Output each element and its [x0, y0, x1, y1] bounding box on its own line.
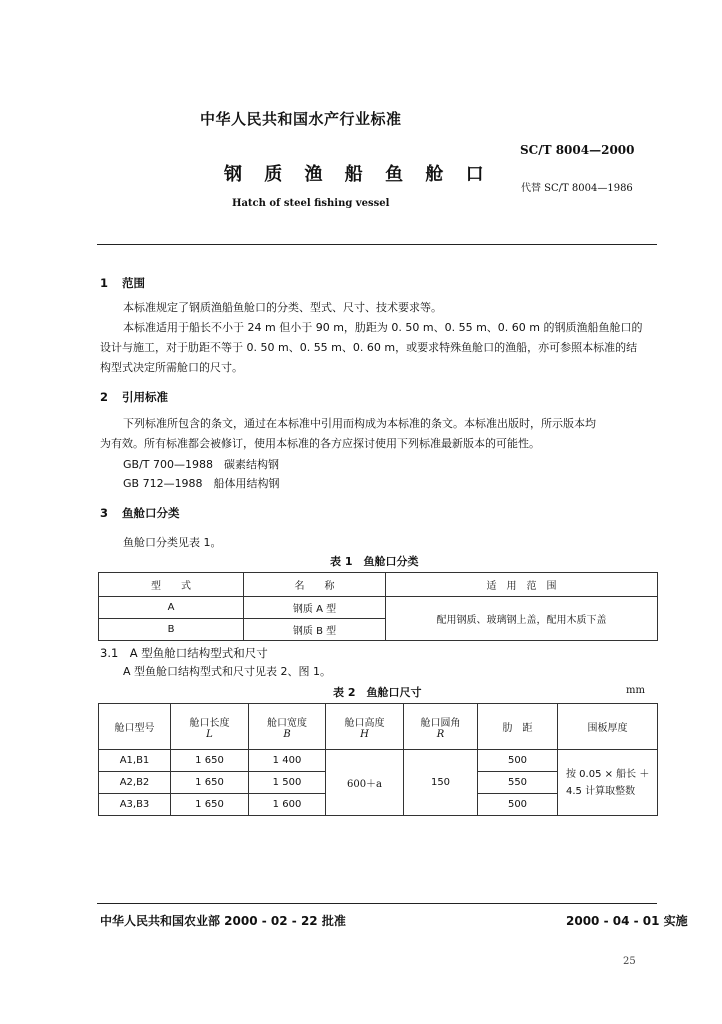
table-2-header-height — [326, 704, 404, 750]
section-3-number: 3 — [100, 506, 109, 520]
section-2-number: 2 — [100, 390, 109, 404]
table-2-header-length-label: 舱口长度 — [189, 717, 230, 729]
approval-line: 中华人民共和国农业部 2000 - 02 - 22 批准 — [100, 914, 346, 928]
section-1-para-2a: 本标准适用于船长不小于 24 m 但小于 90 m，肋距为 0. 50 m、0. 55 m、0. 60 m 的钢质渔船鱼舱口的 — [123, 321, 643, 334]
replaces-standard: 代替 SC/T 8004—1986 — [521, 183, 633, 194]
table-2-length-2: 1 650 — [171, 772, 249, 794]
header-divider — [97, 244, 657, 245]
subsection-3-1-para: A 型鱼舱口结构型式和尺寸见表 2、图 1。 — [123, 665, 332, 678]
table-2-thickness-line-1: 按 0.05 × 船长 ＋ — [566, 768, 650, 780]
table-1-header-name: 名 称 — [244, 573, 386, 597]
table-2-thickness-line-2: 4.5 计算取整数 — [566, 785, 636, 797]
section-1-para-1: 本标准规定了钢质渔船鱼舱口的分类、型式、尺寸、技术要求等。 — [123, 301, 442, 314]
table-2-header-radius — [404, 704, 478, 750]
issuer-title: 中华人民共和国水产行业标准 — [200, 110, 402, 128]
section-1-para-2b: 设计与施工，对于肋距不等于 0. 50 m、0. 55 m、0. 60 m，或要求特殊鱼舱口的渔船，亦可参照本标准的结 — [100, 341, 638, 354]
footer-divider — [97, 903, 657, 904]
table-2-header-height-symbol: H — [360, 728, 369, 740]
section-2-heading — [100, 389, 168, 405]
table-1-scope: 配用钢质、玻璃钢上盖，配用木质下盖 — [386, 597, 658, 641]
table-2-spacing-3: 500 — [478, 794, 558, 816]
section-1-para-2c: 构型式决定所需舱口的尺寸。 — [100, 361, 243, 374]
table-2-header-thickness — [558, 704, 658, 750]
subsection-3-1-title: 3.1 A 型鱼舱口结构型式和尺寸 — [100, 646, 268, 660]
reference-1: GB/T 700—1988 碳素结构钢 — [123, 458, 279, 471]
table-2-length-3: 1 650 — [171, 794, 249, 816]
table-2-header-spacing — [478, 704, 558, 750]
table-2-header-length — [171, 704, 249, 750]
table-2-model-2: A2,B2 — [99, 772, 171, 794]
table-2-header-radius-symbol: R — [436, 728, 445, 740]
table-1-header-type: 型 式 — [99, 573, 244, 597]
table-2-header-model-label: 舱口型号 — [114, 723, 155, 734]
table-2-unit: mm — [626, 685, 645, 696]
table-2-header-width-symbol: B — [283, 728, 291, 740]
dimension-table — [98, 703, 658, 816]
english-title: Hatch of steel fishing vessel — [232, 198, 390, 209]
implementation-date: 2000 - 04 - 01 实施 — [566, 914, 688, 928]
table-2-model-1: A1,B1 — [99, 750, 171, 772]
section-2-para-1a: 下列标准所包含的条文，通过在本标准中引用而构成为本标准的条文。本标准出版时，所示版本均 — [123, 417, 596, 430]
classification-table — [98, 572, 658, 641]
section-2-para-1b: 为有效。所有标准都会被修订，使用本标准的各方应探讨使用下列标准最新版本的可能性。 — [100, 437, 540, 450]
section-1-number: 1 — [100, 276, 109, 290]
table-2-caption: 表 2 鱼舱口尺寸 — [333, 686, 422, 699]
table-2-width-3: 1 600 — [249, 794, 326, 816]
section-2-title: 引用标准 — [122, 390, 169, 404]
table-2-thickness — [558, 750, 658, 816]
table-1-name-b: 钢质 B 型 — [244, 619, 386, 641]
table-2-radius: 150 — [404, 750, 478, 816]
table-1-header-row — [99, 573, 658, 597]
section-1-heading — [100, 275, 145, 291]
table-1-name-a: 钢质 A 型 — [244, 597, 386, 619]
table-row — [99, 597, 658, 619]
table-1-caption: 表 1 鱼舱口分类 — [330, 555, 419, 568]
table-row — [99, 750, 658, 772]
section-3-para: 鱼舱口分类见表 1。 — [123, 536, 222, 549]
table-1-type-a: A — [99, 597, 244, 619]
page-number: 25 — [623, 956, 636, 967]
table-2-model-3: A3,B3 — [99, 794, 171, 816]
table-2-header-length-symbol: L — [206, 728, 213, 740]
section-3-title: 鱼舱口分类 — [122, 506, 180, 520]
table-2-header-thickness-label: 围板厚度 — [587, 723, 628, 734]
standard-number: SC/T 8004—2000 — [520, 143, 635, 157]
table-2-spacing-1: 500 — [478, 750, 558, 772]
table-2-header-row — [99, 704, 658, 750]
table-2-spacing-2: 550 — [478, 772, 558, 794]
table-2-height: 600＋a — [326, 750, 404, 816]
table-2-header-width — [249, 704, 326, 750]
table-1-header-scope: 适 用 范 围 — [386, 573, 658, 597]
table-2-header-width-label: 舱口宽度 — [267, 717, 307, 729]
table-2-header-spacing-label: 肋 距 — [502, 723, 533, 734]
document-title: 钢 质 渔 船 鱼 舱 口 — [224, 164, 492, 185]
table-2-length-1: 1 650 — [171, 750, 249, 772]
table-2-width-1: 1 400 — [249, 750, 326, 772]
section-3-heading — [100, 505, 180, 521]
section-1-title: 范围 — [122, 276, 146, 290]
table-2-header-height-label: 舱口高度 — [344, 717, 385, 729]
table-2-header-model — [99, 704, 171, 750]
table-2-header-radius-label: 舱口圆角 — [420, 717, 461, 729]
table-1-type-b: B — [99, 619, 244, 641]
table-2-width-2: 1 500 — [249, 772, 326, 794]
reference-2: GB 712—1988 船体用结构钢 — [123, 477, 280, 490]
